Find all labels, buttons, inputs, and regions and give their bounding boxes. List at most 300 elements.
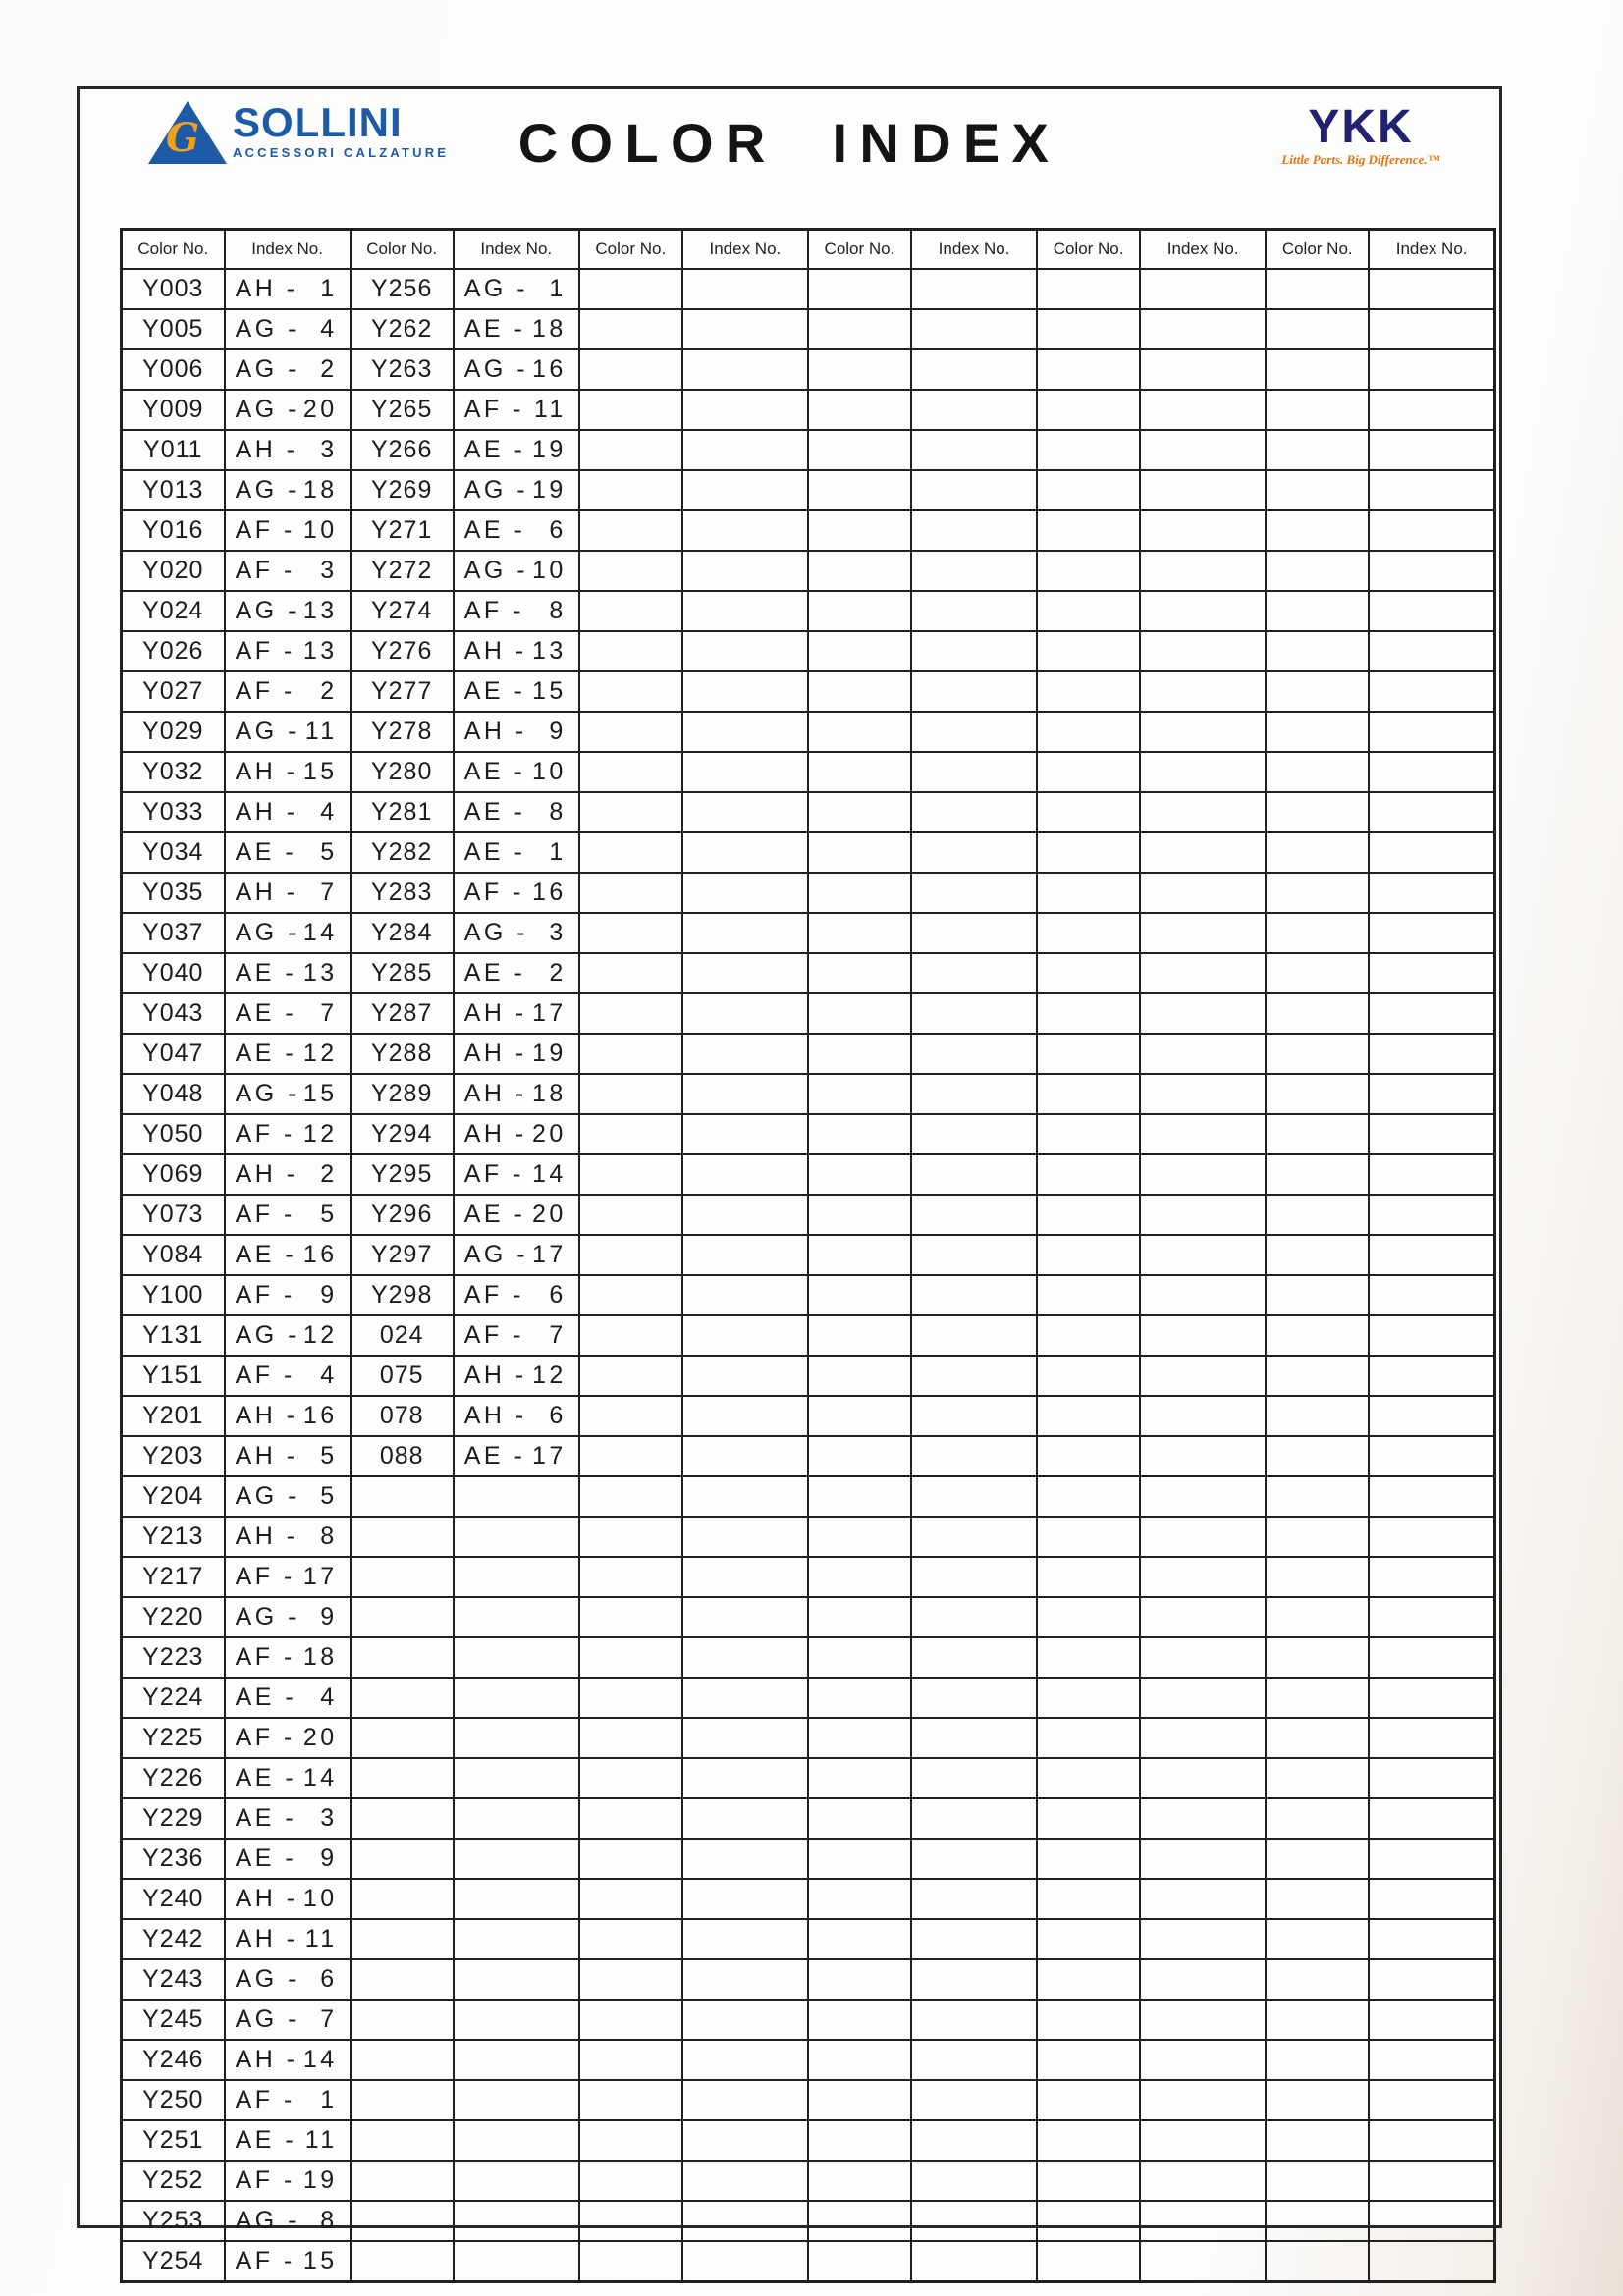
- index-no-cell: [225, 430, 351, 470]
- color-no-cell: [808, 1154, 911, 1195]
- index-no-cell: [1140, 2201, 1266, 2241]
- index-no-cell: [454, 591, 579, 631]
- index-number: 4: [320, 315, 338, 343]
- index-no-cell: [682, 832, 808, 873]
- index-number: 9: [320, 1844, 338, 1872]
- color-no-cell: [1037, 1114, 1140, 1154]
- color-no-cell: [1266, 269, 1369, 309]
- index-no-cell: [225, 470, 351, 510]
- color-no-cell: Y285: [351, 953, 454, 993]
- index-no-cell: [911, 2201, 1037, 2241]
- index-no-cell: [454, 1839, 579, 1879]
- index-letters: AF -: [463, 396, 524, 423]
- index-letters: AE -: [463, 516, 526, 544]
- index-no-cell: [1140, 913, 1266, 953]
- color-no-cell: Y151: [122, 1356, 225, 1396]
- index-no-cell: [225, 2120, 351, 2161]
- sollini-wordmark: SOLLINI: [233, 99, 403, 145]
- color-no-cell: [1266, 671, 1369, 712]
- color-no-cell: [1266, 712, 1369, 752]
- index-letters: AH -: [235, 436, 298, 463]
- color-no-cell: [351, 2120, 454, 2161]
- color-no-cell: [808, 1034, 911, 1074]
- color-no-cell: Y223: [122, 1637, 225, 1678]
- table-row: [122, 913, 1495, 953]
- table-row: [122, 832, 1495, 873]
- index-no-cell: [911, 1597, 1037, 1637]
- index-letters: AG -: [235, 1321, 299, 1349]
- color-no-cell: Y043: [122, 993, 225, 1034]
- index-no-cell: [682, 1597, 808, 1637]
- color-no-cell: [1037, 1557, 1140, 1597]
- color-no-cell: [808, 269, 911, 309]
- index-no-cell: [1369, 631, 1494, 671]
- color-no-cell: [1037, 1798, 1140, 1839]
- color-no-cell: [351, 2000, 454, 2040]
- index-no-cell: [454, 309, 579, 349]
- index-number: 11: [304, 2126, 338, 2154]
- index-no-cell: [1369, 2080, 1494, 2120]
- index-no-cell: [454, 832, 579, 873]
- table-row: [122, 1959, 1495, 2000]
- index-letters: AF -: [235, 557, 296, 584]
- index-no-cell: [911, 2040, 1037, 2080]
- color-no-cell: [808, 873, 911, 913]
- index-no-cell: [682, 470, 808, 510]
- color-no-cell: [808, 1315, 911, 1356]
- index-letters: AF -: [463, 597, 524, 624]
- index-number: 12: [531, 1362, 567, 1389]
- index-no-cell: [1140, 1074, 1266, 1114]
- index-no-cell: [225, 309, 351, 349]
- color-no-cell: [1037, 2241, 1140, 2282]
- index-letters: AH -: [235, 1442, 298, 1469]
- sollini-triangle-icon: [148, 101, 227, 164]
- color-no-cell: Y029: [122, 712, 225, 752]
- index-no-cell: [454, 269, 579, 309]
- color-no-cell: Y288: [351, 1034, 454, 1074]
- color-no-cell: [1037, 792, 1140, 832]
- index-no-cell: [911, 832, 1037, 873]
- table-row: [122, 752, 1495, 792]
- index-no-cell: [1369, 792, 1494, 832]
- color-no-cell: [579, 1919, 682, 1959]
- index-no-cell: [454, 2000, 579, 2040]
- color-no-cell: [579, 631, 682, 671]
- color-no-cell: [808, 1959, 911, 2000]
- index-no-cell: [682, 1517, 808, 1557]
- index-letters: AE -: [463, 677, 526, 705]
- color-no-cell: [579, 953, 682, 993]
- color-no-cell: Y047: [122, 1034, 225, 1074]
- index-no-cell: [682, 390, 808, 430]
- index-number: 19: [531, 436, 567, 463]
- table-row: [122, 510, 1495, 551]
- index-letters: AG -: [463, 919, 529, 946]
- index-number: 14: [302, 2046, 338, 2073]
- index-no-cell: [454, 1919, 579, 1959]
- color-no-cell: [808, 1396, 911, 1436]
- index-letters: AF -: [235, 2247, 296, 2274]
- index-no-cell: [225, 2040, 351, 2080]
- index-no-cell: [1369, 1758, 1494, 1798]
- index-no-cell: [225, 1798, 351, 1839]
- index-no-cell: [454, 1557, 579, 1597]
- index-no-cell: [225, 510, 351, 551]
- color-no-cell: Y287: [351, 993, 454, 1034]
- color-no-cell: Y298: [351, 1275, 454, 1315]
- color-no-cell: Y084: [122, 1235, 225, 1275]
- index-no-cell: [682, 1637, 808, 1678]
- index-no-cell: [454, 349, 579, 390]
- color-no-cell: [808, 1919, 911, 1959]
- color-no-cell: [1037, 1959, 1140, 2000]
- index-no-cell: [1140, 1235, 1266, 1275]
- table-row: [122, 2000, 1495, 2040]
- index-no-cell: [911, 1074, 1037, 1114]
- index-no-cell: [911, 953, 1037, 993]
- index-no-cell: [1140, 1476, 1266, 1517]
- index-no-cell: [225, 752, 351, 792]
- index-no-cell: [1140, 1839, 1266, 1879]
- index-letters: AH -: [235, 1522, 298, 1550]
- color-no-cell: [1266, 1114, 1369, 1154]
- index-number: 17: [531, 1241, 567, 1268]
- color-no-cell: [808, 1476, 911, 1517]
- color-no-cell: [808, 1436, 911, 1476]
- index-no-cell: [1140, 470, 1266, 510]
- index-no-cell: [1140, 873, 1266, 913]
- index-no-cell: [225, 551, 351, 591]
- color-no-cell: Y252: [122, 2161, 225, 2201]
- index-no-cell: [682, 913, 808, 953]
- color-no-cell: [1037, 1356, 1140, 1396]
- index-letters: AF -: [235, 1643, 296, 1671]
- table-row: [122, 1919, 1495, 1959]
- color-no-cell: Y032: [122, 752, 225, 792]
- color-no-cell: [1037, 1597, 1140, 1637]
- index-no-cell: [225, 631, 351, 671]
- color-no-cell: [1266, 1275, 1369, 1315]
- index-no-cell: [225, 2000, 351, 2040]
- index-no-cell: [1140, 993, 1266, 1034]
- index-number: 10: [302, 516, 338, 544]
- color-no-cell: [579, 349, 682, 390]
- index-no-cell: [454, 1356, 579, 1396]
- index-letters: AE -: [235, 999, 298, 1027]
- color-no-cell: [808, 712, 911, 752]
- color-no-cell: [1037, 1758, 1140, 1798]
- index-no-cell: [225, 1195, 351, 1235]
- color-no-cell: [351, 1919, 454, 1959]
- color-no-cell: [808, 1879, 911, 1919]
- color-no-cell: [1037, 1476, 1140, 1517]
- color-no-cell: Y282: [351, 832, 454, 873]
- color-no-cell: [1037, 1879, 1140, 1919]
- table-row: [122, 1879, 1495, 1919]
- index-number: 9: [320, 1603, 338, 1630]
- color-no-cell: [579, 2161, 682, 2201]
- color-no-cell: [1037, 349, 1140, 390]
- index-no-cell: [682, 2201, 808, 2241]
- index-number: 10: [531, 758, 567, 785]
- index-number: 15: [302, 2247, 338, 2274]
- color-no-cell: [1266, 1436, 1369, 1476]
- color-no-cell: [1266, 1315, 1369, 1356]
- color-no-cell: [808, 551, 911, 591]
- color-no-cell: Y272: [351, 551, 454, 591]
- color-no-cell: [579, 832, 682, 873]
- index-no-cell: [682, 1154, 808, 1195]
- index-letters: AE -: [235, 959, 298, 987]
- index-no-cell: [454, 1235, 579, 1275]
- index-number: 16: [302, 1241, 338, 1268]
- color-no-cell: Y226: [122, 1758, 225, 1798]
- color-no-cell: [808, 2161, 911, 2201]
- color-no-cell: Y240: [122, 1879, 225, 1919]
- color-no-cell: [1037, 1517, 1140, 1557]
- index-no-cell: [1369, 551, 1494, 591]
- color-no-cell: Y217: [122, 1557, 225, 1597]
- color-no-cell: [579, 1315, 682, 1356]
- index-letters: AH -: [235, 275, 298, 302]
- color-no-cell: [808, 1718, 911, 1758]
- color-no-cell: [808, 1678, 911, 1718]
- table-row: [122, 1839, 1495, 1879]
- color-no-cell: [351, 1557, 454, 1597]
- index-no-cell: [454, 2080, 579, 2120]
- color-no-cell: Y201: [122, 1396, 225, 1436]
- color-no-cell: [579, 1436, 682, 1476]
- index-no-cell: [911, 1919, 1037, 1959]
- index-letters: AG -: [235, 355, 299, 383]
- color-no-cell: [808, 2120, 911, 2161]
- index-number: 4: [320, 1683, 338, 1711]
- index-number: 11: [304, 718, 338, 745]
- color-no-cell: Y271: [351, 510, 454, 551]
- color-no-cell: Y204: [122, 1476, 225, 1517]
- color-no-cell: [579, 269, 682, 309]
- index-no-cell: [1369, 1275, 1494, 1315]
- index-no-cell: [225, 1074, 351, 1114]
- color-no-cell: [1037, 1154, 1140, 1195]
- index-no-cell: [1140, 1396, 1266, 1436]
- color-no-cell: [1266, 2120, 1369, 2161]
- index-no-cell: [1369, 1718, 1494, 1758]
- index-letters: AG -: [235, 1482, 299, 1510]
- index-number: 2: [320, 355, 338, 383]
- color-no-cell: Y034: [122, 832, 225, 873]
- index-no-cell: [225, 1879, 351, 1919]
- color-no-cell: Y294: [351, 1114, 454, 1154]
- index-no-cell: [1140, 1517, 1266, 1557]
- index-letters: AH -: [235, 879, 298, 906]
- index-no-cell: [1369, 671, 1494, 712]
- color-no-cell: Y033: [122, 792, 225, 832]
- index-number: 14: [531, 1160, 567, 1188]
- index-number: 10: [302, 1885, 338, 1912]
- index-no-cell: [682, 1919, 808, 1959]
- index-no-cell: [1140, 1356, 1266, 1396]
- color-no-cell: [579, 993, 682, 1034]
- color-no-cell: [1037, 1074, 1140, 1114]
- index-letters: AG -: [235, 1080, 299, 1107]
- color-no-cell: Y266: [351, 430, 454, 470]
- index-no-cell: [911, 2120, 1037, 2161]
- index-no-cell: [911, 470, 1037, 510]
- color-no-cell: [579, 913, 682, 953]
- color-no-cell: [1037, 2161, 1140, 2201]
- color-no-cell: Y295: [351, 1154, 454, 1195]
- index-no-cell: [1369, 1879, 1494, 1919]
- table-row: [122, 2161, 1495, 2201]
- table-row: [122, 1396, 1495, 1436]
- index-number: 14: [302, 919, 338, 946]
- index-number: 17: [302, 1563, 338, 1590]
- color-no-cell: [808, 631, 911, 671]
- index-number: 2: [320, 1160, 338, 1188]
- table-row: [122, 2080, 1495, 2120]
- color-no-cell: [808, 1637, 911, 1678]
- index-no-cell: [1140, 349, 1266, 390]
- color-no-cell: [1037, 2201, 1140, 2241]
- index-no-cell: [1369, 2161, 1494, 2201]
- color-no-cell: Y037: [122, 913, 225, 953]
- index-no-cell: [682, 1678, 808, 1718]
- table-row: [122, 1436, 1495, 1476]
- color-no-cell: Y263: [351, 349, 454, 390]
- index-no-cell: [1369, 1637, 1494, 1678]
- index-no-cell: [225, 1235, 351, 1275]
- index-no-cell: [225, 792, 351, 832]
- color-no-cell: [1266, 913, 1369, 953]
- index-no-cell: [682, 2000, 808, 2040]
- color-no-header: Color No.: [808, 230, 911, 270]
- index-letters: AE -: [463, 315, 526, 343]
- index-no-cell: [454, 470, 579, 510]
- color-no-cell: [351, 1879, 454, 1919]
- color-no-cell: [1266, 1879, 1369, 1919]
- index-no-cell: [454, 631, 579, 671]
- color-no-cell: Y269: [351, 470, 454, 510]
- index-number: 7: [320, 999, 338, 1027]
- index-no-cell: [225, 591, 351, 631]
- color-no-cell: [808, 2201, 911, 2241]
- index-no-cell: [911, 1034, 1037, 1074]
- color-no-cell: Y262: [351, 309, 454, 349]
- index-no-cell: [682, 2120, 808, 2161]
- index-letters: AF -: [235, 677, 296, 705]
- index-letters: AE -: [463, 1442, 526, 1469]
- color-no-cell: [1266, 591, 1369, 631]
- index-no-cell: [225, 712, 351, 752]
- index-no-cell: [225, 1356, 351, 1396]
- index-number: 13: [302, 597, 338, 624]
- color-no-cell: Y250: [122, 2080, 225, 2120]
- color-no-cell: [1037, 1718, 1140, 1758]
- index-no-cell: [682, 873, 808, 913]
- color-no-cell: Y251: [122, 2120, 225, 2161]
- index-no-cell: [911, 349, 1037, 390]
- color-no-cell: [579, 1235, 682, 1275]
- color-no-cell: Y048: [122, 1074, 225, 1114]
- index-no-cell: [1369, 309, 1494, 349]
- table-row: [122, 1235, 1495, 1275]
- index-no-cell: [911, 1517, 1037, 1557]
- color-no-cell: [1037, 1275, 1140, 1315]
- index-no-cell: [454, 1959, 579, 2000]
- color-no-cell: Y253: [122, 2201, 225, 2241]
- color-no-cell: [808, 913, 911, 953]
- index-no-cell: [1369, 2120, 1494, 2161]
- index-no-cell: [682, 953, 808, 993]
- color-no-cell: Y026: [122, 631, 225, 671]
- table-row: [122, 2201, 1495, 2241]
- color-no-cell: [1266, 1839, 1369, 1879]
- index-no-cell: [911, 1758, 1037, 1798]
- color-no-cell: [808, 591, 911, 631]
- index-no-header: Index No.: [225, 230, 351, 270]
- index-no-cell: [225, 1919, 351, 1959]
- table-row: [122, 1074, 1495, 1114]
- color-no-cell: [579, 2000, 682, 2040]
- index-no-cell: [225, 1959, 351, 2000]
- color-no-cell: [351, 1798, 454, 1839]
- color-no-cell: [351, 1476, 454, 1517]
- index-no-cell: [911, 712, 1037, 752]
- index-letters: AG -: [235, 1603, 299, 1630]
- index-letters: AH -: [235, 2046, 298, 2073]
- index-no-cell: [682, 269, 808, 309]
- table-row: [122, 671, 1495, 712]
- table-row: [122, 2120, 1495, 2161]
- index-number: 16: [302, 1402, 338, 1429]
- color-no-cell: [1037, 2120, 1140, 2161]
- color-no-cell: [1037, 551, 1140, 591]
- index-letters: AF -: [235, 2166, 296, 2194]
- color-no-cell: [1266, 1678, 1369, 1718]
- color-no-cell: [579, 1839, 682, 1879]
- index-no-cell: [454, 792, 579, 832]
- index-number: 11: [533, 396, 567, 423]
- index-no-cell: [454, 752, 579, 792]
- index-no-cell: [1140, 1315, 1266, 1356]
- index-letters: AE -: [235, 1241, 298, 1268]
- table-row: [122, 1557, 1495, 1597]
- index-no-cell: [225, 832, 351, 873]
- color-no-cell: [1266, 631, 1369, 671]
- color-no-cell: [1037, 1637, 1140, 1678]
- table-row: [122, 1356, 1495, 1396]
- index-number: 3: [320, 557, 338, 584]
- index-number: 2: [549, 959, 567, 987]
- color-no-cell: [1266, 832, 1369, 873]
- index-letters: AE -: [463, 838, 526, 866]
- index-letters: AG -: [463, 476, 529, 504]
- index-no-cell: [454, 671, 579, 712]
- color-no-cell: [808, 1597, 911, 1637]
- color-no-header: Color No.: [579, 230, 682, 270]
- index-no-cell: [225, 1114, 351, 1154]
- index-no-cell: [454, 2161, 579, 2201]
- index-number: 6: [549, 1281, 567, 1308]
- color-no-cell: Y069: [122, 1154, 225, 1195]
- color-no-cell: [351, 1839, 454, 1879]
- index-no-cell: [454, 430, 579, 470]
- color-no-cell: [579, 1637, 682, 1678]
- index-no-cell: [225, 1718, 351, 1758]
- color-no-cell: [579, 873, 682, 913]
